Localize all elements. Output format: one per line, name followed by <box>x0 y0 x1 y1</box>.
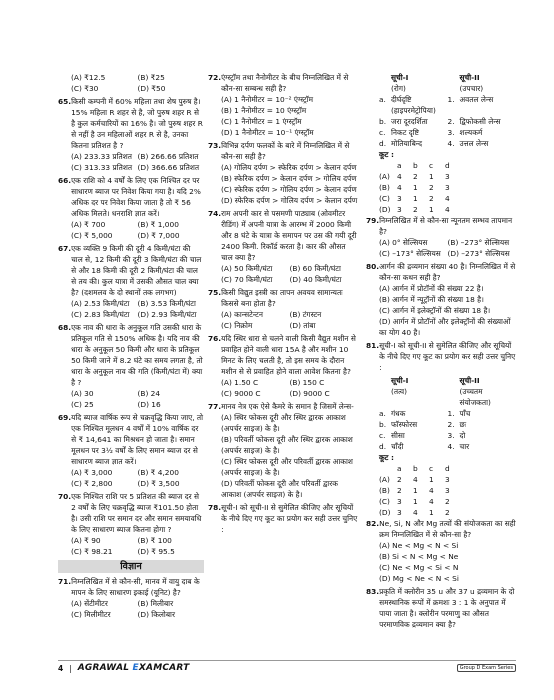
row-left: निकट दृष्टि <box>391 128 419 137</box>
footer-divider: | <box>69 663 72 673</box>
question-number: 73. <box>208 141 222 150</box>
list-1-subheading: (रोग) <box>391 84 406 93</box>
match-table-subheader <box>379 83 516 94</box>
match-table-subheader <box>379 386 516 408</box>
option-c: (C) आर्गन में इलेक्ट्रॉनों की संख्या 18 है। <box>379 306 491 315</box>
option-a: (A) ₹ 700 <box>71 220 106 229</box>
question-76 <box>208 333 358 399</box>
code-cell: 4 <box>429 497 434 506</box>
option-c: (C) ₹30 <box>71 84 99 93</box>
list-2-subheading: (उच्चतम संयोजकता) <box>459 387 491 407</box>
option-d: (D) आर्गन में प्रोटॉनों और इलेक्ट्रॉनों की संख्याओं का योग 40 है। <box>379 317 511 337</box>
option-d: (D) 40 किमी/घंटा <box>289 275 342 284</box>
code-cell: 2 <box>397 475 402 484</box>
page-number: 4 <box>58 663 64 673</box>
row-key: c. <box>379 431 386 440</box>
code-cell: 1 <box>429 172 434 181</box>
question-text: एक निश्चित राशि पर 5 प्रतिशत की ब्याज दर से 2 वर्षों के लिए चक्रवृद्धि ब्याज ₹101.50 होता है। उसी राशि पर समान दर और समान समयावधि के लिए साधारण ब्याज कितना होगा ? <box>71 492 202 534</box>
option-b: (B) परिवर्ती फोकस दूरी और स्थिर द्वारक आकाश (अपर्चर साइज) के है। <box>221 435 353 455</box>
option-c: (C) ₹ 2,800 <box>71 479 113 488</box>
code-cell: (C) <box>379 194 390 203</box>
option-c: (C) –173° सेल्सियस <box>379 249 441 258</box>
question-number: 68. <box>58 323 72 332</box>
series-tag: Group D Exam Series <box>457 664 516 672</box>
brand-name-x: E <box>132 663 139 673</box>
row-left: मोतियाबिन्द <box>391 139 423 148</box>
code-label: कूट : <box>379 150 394 159</box>
question-number: 72. <box>208 73 222 82</box>
code-row <box>379 474 516 485</box>
match-row <box>379 116 516 127</box>
question-text: प्रकृति में क्लोरीन 35 u और 37 u द्रव्यमान के दो समस्थानिक रूपों में क्रमशः 3 : 1 के अनुपात में पाया जाता है। क्लोरीन परमाणु का औसत परमाणविक द्रव्यमान क्या है? <box>379 587 515 629</box>
question-number: 79. <box>366 216 380 225</box>
option-d: (D) ₹ 95.5 <box>137 547 175 556</box>
row-key: d. <box>379 442 387 451</box>
option-c: (C) निक्रोम <box>221 321 253 330</box>
brand-name-b: XAMCART <box>138 663 190 673</box>
code-cell: 3 <box>397 508 402 517</box>
code-cell: (D) <box>379 508 391 517</box>
option-d: (D) Mg < Ne < N < Si <box>379 574 459 583</box>
code-cell: d <box>445 464 450 473</box>
code-cell: a <box>397 464 402 473</box>
question-text: विभिन्न दर्पण फलकों के बारे में निम्नलिखित में से कौन-सा सही है? <box>221 141 350 161</box>
brand-name-a: AGRAWAL <box>77 663 133 673</box>
row-left: दीर्घदृष्टि (हाइपरमेट्रोपिया) <box>391 95 436 115</box>
row-right: पाँच <box>459 409 471 418</box>
question-72 <box>208 72 358 138</box>
option-c: (C) 9000 C <box>221 389 261 398</box>
option-d: (D) ₹ 7,000 <box>137 231 180 240</box>
question-number: 69. <box>58 413 72 422</box>
option-c: (C) ₹ 5,000 <box>71 231 113 240</box>
list-1-subheading: (तत्व) <box>391 387 408 396</box>
code-header <box>379 160 516 171</box>
question-text: Ne, Si, N और Mg तत्वों की संयोजकता का सही क्रम निम्नलिखित में से कौन-सा है? <box>379 519 516 539</box>
code-cell: b <box>413 161 418 170</box>
option-b: (B) स्फेरिक दर्पण > केलान दर्पण > गोलिय दर्पण <box>221 174 357 183</box>
code-cell: a <box>397 161 402 170</box>
question-text: निम्नलिखित में से कौन-सी, मानव में वायु दाब के मापन के लिए साधारण इकाई (यूनिट) है? <box>71 577 200 597</box>
question-74 <box>208 208 358 285</box>
question-number: 66. <box>58 176 72 185</box>
column-1 <box>58 72 204 622</box>
code-cell: 3 <box>397 497 402 506</box>
code-cell <box>379 160 397 171</box>
question-number: 67. <box>58 244 72 253</box>
question-text: मानव नेत्र एक ऐसे कैमरे के समान है जिसमें लेन्स- <box>221 402 354 411</box>
option-b: (B) 3.53 किमी/घंटा <box>137 299 196 308</box>
code-cell: c <box>429 161 434 170</box>
list-2-subheading: (उपचार) <box>459 84 484 93</box>
option-c: (C) 2.83 किमी/घंटा <box>71 310 130 319</box>
option-c: (C) मिलीमीटर <box>71 610 111 619</box>
match-row <box>379 127 516 138</box>
section-title-science: विज्ञान <box>58 560 204 573</box>
code-cell: 4 <box>445 194 450 203</box>
option-b: (B) ₹ 4,200 <box>137 468 179 477</box>
match-table-1 <box>366 72 516 149</box>
question-number: 70. <box>58 492 72 501</box>
match-row <box>379 408 516 419</box>
option-b: (B) Si < N < Mg < Ne <box>379 552 459 561</box>
option-d: (D) 366.66 प्रतिशत <box>137 163 200 172</box>
option-b: (B) 1 नैनोमीटर = 10 एंग्स्ट्रॉम <box>221 106 307 115</box>
code-cell: 3 <box>445 486 450 495</box>
code-cell: 1 <box>413 194 418 203</box>
option-c: (C) 313.33 प्रतिशत <box>71 163 133 172</box>
option-a: (A) 1 नैनोमीटर = 10⁻² एंग्स्ट्रॉम <box>221 95 314 104</box>
option-b: (B) 60 किमी/घंटा <box>289 264 341 273</box>
option-c: (C) ₹ 98.21 <box>71 547 113 556</box>
code-cell: 2 <box>397 486 402 495</box>
question-75 <box>208 287 358 331</box>
option-b: (B) 150 C <box>289 378 325 387</box>
option-d: (D) तांबा <box>289 321 316 330</box>
question-text: एक राशि को 4 वर्षों के लिए एक निश्चित दर पर साधारण ब्याज पर निवेश किया गया है। यदि 2% अधिक दर पर निवेश किया जाता है तो ₹ 56 अधिक मिलते। धनराशि ज्ञात करें। <box>71 176 201 218</box>
option-d: (D) 1 नैनोमीटर = 10⁻¹ एंग्स्ट्रॉम <box>221 128 314 137</box>
list-1-heading: सूची-I <box>391 376 409 385</box>
question-text: राम अपनी कार से पसमणी पाठ्याब (ओवमीटर रीडिंग) में अपनी यात्रा के आरम्भ में 2000 किमी और 8 घंटे के यात्रा के समापन पर उस की गयी दूरी 2400 किमी. रिकॉर्ड करता है। कार की औसत चाल क्या है? <box>221 209 357 262</box>
option-d: (D) –273° सेल्सियस <box>447 249 510 258</box>
match-row <box>379 441 516 452</box>
page-footer <box>58 660 516 675</box>
code-cell: 2 <box>413 205 418 214</box>
code-cell: (A) <box>379 475 390 484</box>
question-80 <box>366 261 516 338</box>
question-82 <box>366 518 516 584</box>
option-b: (B) ₹ 1,000 <box>137 220 179 229</box>
question-text: सूची-I को सूची-II से सुमेलित कीजिए और सूचियों के नीचे दिए गए कूट का प्रयोग कर सही उत्तर चुनिए : <box>379 341 516 372</box>
question-text: किसी कम्पनी में 60% महिला तथा शेष पुरुष है। 15% महिला R शहर से है, जो पुरुष शहर R से है कुल कर्मचारियों का 16% है। जो पुरुष शहर R से नहीं है उन महिलाओं शहर R से है, उनका कितना प्रतिशत है ? <box>71 97 203 150</box>
question-number: 77. <box>208 402 222 411</box>
code-cell: 1 <box>413 183 418 192</box>
code-cell <box>379 463 397 474</box>
code-header <box>379 463 516 474</box>
row-num: 1. <box>447 409 455 418</box>
question-71 <box>58 576 204 620</box>
row-num: 3. <box>447 431 455 440</box>
row-key: b. <box>379 117 387 126</box>
column-3 <box>366 72 516 632</box>
question-number: 74. <box>208 209 222 218</box>
question-text: यदि स्थिर धारा से चलने वाली किसी वैद्युत मशीन से प्रवाहित होने वाली धारा 15A है और मशीन 10 मिनट के लिए चलती है, तो इस समय के दौरान मशीन से से प्रवाहित होने वाला आवेश कितना है? <box>221 334 356 376</box>
code-row <box>379 496 516 507</box>
match-table-header <box>379 375 516 386</box>
question-text: निम्नलिखित में से कौन-सा न्यूनतम सम्भव तापमान है? <box>379 216 513 236</box>
option-a: (A) 0° सेल्सियस <box>379 238 428 247</box>
row-key: b. <box>379 420 387 429</box>
option-c: (C) स्फेरिक दर्पण > गोलिय दर्पण > केलान दर्पण <box>221 185 357 194</box>
match-row <box>379 419 516 430</box>
row-left: चाँदी <box>391 442 404 451</box>
code-cell: 3 <box>397 194 402 203</box>
code-cell: 4 <box>445 205 450 214</box>
question-number: 75. <box>208 288 222 297</box>
row-right: चार <box>459 442 470 451</box>
row-right: उत्तल लेन्स <box>459 139 489 148</box>
question-number: 71. <box>58 577 72 586</box>
question-79 <box>366 215 516 259</box>
option-d: (D) 16 <box>137 400 161 409</box>
option-a: (A) 30 <box>71 389 94 398</box>
option-d: (D) ₹ 3,500 <box>137 479 180 488</box>
row-num: 1. <box>447 95 455 104</box>
match-row <box>379 430 516 441</box>
list-2-heading: सूची-II <box>459 376 480 385</box>
code-cell: 4 <box>397 172 402 181</box>
code-cell: 1 <box>429 508 434 517</box>
option-a: (A) कान्सटेन्टन <box>221 310 264 319</box>
question-77 <box>208 401 358 500</box>
code-cell: 4 <box>413 475 418 484</box>
row-right: छः <box>459 420 467 429</box>
code-cell: 2 <box>445 497 450 506</box>
option-b: (B) 266.66 प्रतिशत <box>137 152 199 161</box>
row-num: 3. <box>447 128 455 137</box>
code-cell: 3 <box>445 183 450 192</box>
row-key: a. <box>379 409 386 418</box>
option-a: (A) सेंटीमीटर <box>71 599 108 608</box>
code-cell: (C) <box>379 497 390 506</box>
option-a: (A) स्थिर फोकस दूरी और स्थिर द्वारक आकाश (अपर्चर साइज) के है। <box>221 413 346 433</box>
question-65 <box>58 96 204 173</box>
row-key: c. <box>379 128 386 137</box>
code-cell: 3 <box>397 205 402 214</box>
option-c: (C) Ne < Mg < Si < N <box>379 563 459 572</box>
list-2-heading: सूची-II <box>459 73 480 82</box>
question-text: यदि ब्याज वार्षिक रूप से चक्रवृद्धि किया जाए, तो एक निश्चित मूलधन 4 वर्षों में 10% वार्षिक दर से ₹ 14,641 का मिश्रधन हो जाता है। समान मूलधन पर 3½ वर्षों के लिए समान ब्याज दर से साधारण ब्याज ज्ञात करें। <box>71 413 204 466</box>
question-number: 83. <box>366 587 380 596</box>
option-c: (C) 25 <box>71 400 94 409</box>
question-81 <box>366 340 516 373</box>
question-number: 82. <box>366 519 380 528</box>
code-cell: 1 <box>413 497 418 506</box>
option-c: (C) 1 नैनोमीटर = 1 एंग्स्ट्रॉम <box>221 117 302 126</box>
match-row <box>379 94 516 116</box>
row-left: सीसा <box>391 431 405 440</box>
option-d: (D) ₹50 <box>137 84 166 93</box>
question-69 <box>58 412 204 489</box>
question-text: एक नाव की धारा के अनुकूल गति उसकी धारा के प्रतिकूल गति से 150% अधिक है। यदि नाव की धारा के अनुकूल 50 किमी और धारा के प्रतिकूल 50 किमी जाने में 8.2 घंटे का समय लगता है, तो धारा के अनुकूल नाव की गति (किमी/घंटा में) क्या है ? <box>71 323 203 387</box>
option-c: (C) स्थिर फोकस दूरी और परिवर्ती द्वारक आकाश (अपर्चर साइज) के है। <box>221 457 353 477</box>
question-text: किसी विद्युत इस्त्री का तापन अवयव सामान्यतः किससे बना होता है? <box>221 288 343 308</box>
question-number: 76. <box>208 334 222 343</box>
row-num: 4. <box>447 139 455 148</box>
row-num: 4. <box>447 442 455 451</box>
question-83 <box>366 586 516 630</box>
row-right: द्विफोकसी लेन्स <box>459 117 501 126</box>
option-d: (D) 9000 C <box>289 389 330 398</box>
option-a: (A) आर्गन में प्रोटॉनों की संख्या 22 है। <box>379 284 484 293</box>
question-70 <box>58 491 204 557</box>
brand-logo <box>78 663 190 673</box>
question-text: एंग्स्ट्रॉम तथा नैनोमीटर के बीच निम्नलिखित में से कौन-सा सम्बन्ध सही है? <box>221 73 349 93</box>
match-table-header <box>379 72 516 83</box>
code-row <box>379 204 516 215</box>
code-cell: 4 <box>413 508 418 517</box>
code-cell: 3 <box>445 172 450 181</box>
code-cell: (D) <box>379 205 391 214</box>
code-cell: 2 <box>445 508 450 517</box>
option-b: (B) –273° सेल्सियस <box>447 238 510 247</box>
row-right: शल्यकर्म <box>459 128 483 137</box>
code-cell: (B) <box>379 486 390 495</box>
question-text: सूची-I को सूची-II से सुमेलित कीजिए और सूचियों के नीचे दिए गए कूट का प्रयोग कर सही उत्तर चुनिए : <box>221 503 358 534</box>
code-row <box>379 182 516 193</box>
question-number: 80. <box>366 262 380 271</box>
code-cell: c <box>429 464 434 473</box>
option-a: (A) ₹ 90 <box>71 536 101 545</box>
code-cell: (B) <box>379 183 390 192</box>
row-left: फॉस्फोरस <box>391 420 418 429</box>
row-left: जरा दूरदर्शिता <box>391 117 428 126</box>
option-b: (B) आर्गन में न्यूट्रॉनों की संख्या 18 है। <box>379 295 484 304</box>
code-cell: 1 <box>413 486 418 495</box>
row-right: अवतल लेन्स <box>459 95 494 104</box>
code-row <box>379 193 516 204</box>
row-num: 2. <box>447 117 455 126</box>
option-a: (A) ₹12.5 <box>71 73 106 82</box>
question-67 <box>58 243 204 320</box>
question-number: 81. <box>366 341 380 350</box>
option-b: (B) ₹ 100 <box>137 536 172 545</box>
option-a: (A) ₹ 3,000 <box>71 468 113 477</box>
column-2 <box>208 72 358 537</box>
question-66 <box>58 175 204 241</box>
code-row <box>379 507 516 518</box>
option-d: (D) स्फेरिक दर्पण > गोलिय दर्पण > केलान दर्पण <box>221 196 358 205</box>
code-cell: 2 <box>429 183 434 192</box>
code-cell: 1 <box>429 475 434 484</box>
code-row <box>379 485 516 496</box>
option-a: (A) गोलिय दर्पण > स्फेरिक दर्पण > केलान दर्पण <box>221 163 357 172</box>
row-key: d. <box>379 139 387 148</box>
option-d: (D) किलोबार <box>137 610 175 619</box>
question-text: आर्गन की द्रव्यमान संख्या 40 है। निम्नलिखित में से कौन-सा कथन सही है? <box>379 262 516 282</box>
question-68 <box>58 322 204 410</box>
row-key: a. <box>379 95 386 104</box>
code-cell: 3 <box>445 475 450 484</box>
option-b: (B) ₹25 <box>137 73 165 82</box>
row-num: 2. <box>447 420 455 429</box>
code-table-2 <box>366 463 516 518</box>
row-left: गंधक <box>391 409 406 418</box>
code-cell: 4 <box>397 183 402 192</box>
match-table-2 <box>366 375 516 452</box>
question-number: 78. <box>208 503 222 512</box>
code-cell: b <box>413 464 418 473</box>
question-73 <box>208 140 358 206</box>
code-cell: d <box>445 161 450 170</box>
option-d: (D) 2.93 किमी/घंटा <box>137 310 197 319</box>
row-right: दो <box>459 431 466 440</box>
option-a: (A) 1.50 C <box>221 378 259 387</box>
option-b: (B) टंगस्टन <box>289 310 322 319</box>
option-a: (A) 2.53 किमी/घंटा <box>71 299 130 308</box>
option-a: (A) Ne < Mg < N < Si <box>379 541 459 550</box>
question-78 <box>208 502 358 535</box>
option-b: (B) 24 <box>137 389 161 398</box>
question-number: 65. <box>58 97 72 106</box>
option-a: (A) 50 किमी/घंटा <box>221 264 273 273</box>
code-table-1 <box>366 160 516 215</box>
list-1-heading: सूची-I <box>391 73 409 82</box>
code-cell: 2 <box>413 172 418 181</box>
question-text: एक व्यक्ति 9 किमी की दूरी 4 किमी/घंटा की चाल से, 12 किमी की दूरी 3 किमी/घंटा की चाल से और 18 किमी की दूरी 2 किमी/घंटा की चाल से तय की। कुल यात्रा में उसकी औसत चाल क्या है? (दशमलव के दो स्थानों तक लगभग) <box>71 244 202 297</box>
question-64-options <box>58 72 204 94</box>
code-label: कूट : <box>379 453 394 462</box>
option-d: (D) परिवर्ती फोकस दूरी और परिवर्ती द्वारक आकाश (अपर्चर साइज) के है। <box>221 479 338 499</box>
option-a: (A) 233.33 प्रतिशत <box>71 152 132 161</box>
code-cell: (A) <box>379 172 390 181</box>
match-row <box>379 138 516 149</box>
code-cell: 4 <box>429 486 434 495</box>
code-cell: 1 <box>429 205 434 214</box>
code-cell: 2 <box>429 194 434 203</box>
option-c: (C) 70 किमी/घंटा <box>221 275 273 284</box>
option-b: (B) मिलीबार <box>137 599 174 608</box>
code-row <box>379 171 516 182</box>
